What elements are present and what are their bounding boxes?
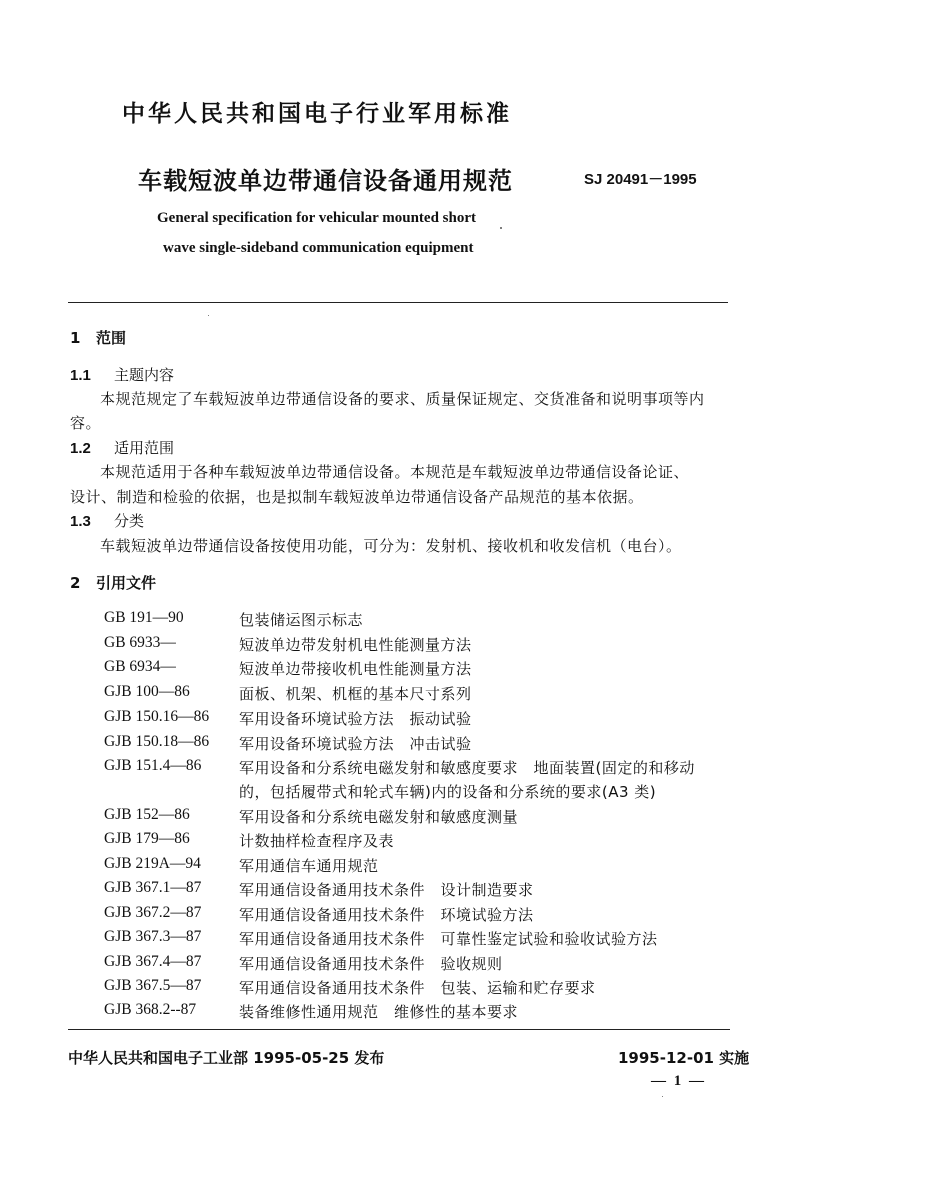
reference-code: GB 6934— (104, 658, 176, 675)
section-title: 分类 (114, 512, 145, 530)
section-title: 引用文件 (96, 574, 157, 592)
reference-title: 军用通信设备通用技术条件 包装、运输和贮存要求 (239, 979, 596, 997)
reference-code: GJB 150.18—86 (104, 733, 210, 750)
section-1-3-heading (70, 510, 144, 531)
scan-speck (662, 1096, 663, 1097)
section-1-2-heading (70, 437, 174, 458)
document-title-en-line1: General specification for vehicular mounted short (157, 210, 476, 226)
reference-title: 军用通信设备通用技术条件 设计制造要求 (239, 881, 534, 899)
reference-code: GB 6933— (104, 634, 176, 651)
header-divider (68, 302, 728, 303)
scan-speck (208, 315, 209, 316)
document-title-en-line2: wave single-sideband communication equipment (163, 240, 474, 256)
reference-code: GJB 367.1—87 (104, 879, 202, 896)
reference-code: GJB 150.16—86 (104, 708, 210, 725)
reference-title: 军用通信设备通用技术条件 验收规则 (239, 955, 503, 973)
reference-code: GJB 367.3—87 (104, 928, 202, 945)
section-number: 2 (70, 574, 81, 592)
section-number: 1.2 (70, 440, 91, 457)
reference-title: 计数抽样检查程序及表 (239, 832, 395, 850)
reference-code: GJB 367.5—87 (104, 977, 202, 994)
standard-number: SJ 20491－1995 (584, 171, 697, 188)
section-number: 1.1 (70, 367, 91, 384)
reference-title: 装备维修性通用规范 维修性的基本要求 (239, 1003, 519, 1021)
effective-date: 1995-12-01 实施 (618, 1049, 750, 1067)
footer-divider (68, 1029, 730, 1030)
reference-code: GJB 367.2—87 (104, 904, 202, 921)
reference-title: 面板、机架、机框的基本尺寸系列 (239, 685, 472, 703)
section-title: 范围 (96, 329, 127, 347)
reference-title: 军用设备和分系统电磁发射和敏感度要求 地面装置(固定的和移动 (239, 759, 695, 777)
issuer-date: 中华人民共和国电子工业部 1995-05-25 发布 (68, 1049, 385, 1067)
section-2-heading (70, 572, 156, 593)
reference-title: 短波单边带接收机电性能测量方法 (239, 660, 472, 678)
document-title-cn: 车载短波单边带通信设备通用规范 (138, 167, 513, 195)
reference-title: 军用通信设备通用技术条件 可靠性鉴定试验和验收试验方法 (239, 930, 658, 948)
reference-code: GJB 219A—94 (104, 855, 201, 872)
section-title: 主题内容 (114, 366, 175, 384)
section-1-heading (70, 327, 126, 348)
reference-title: 军用通信车通用规范 (239, 857, 379, 875)
reference-title: 军用设备环境试验方法 振动试验 (239, 710, 472, 728)
reference-code: GJB 368.2--87 (104, 1001, 197, 1018)
reference-title: 军用设备环境试验方法 冲击试验 (239, 735, 472, 753)
paragraph-line: 容。 (70, 414, 102, 432)
reference-title: 军用设备和分系统电磁发射和敏感度测量 (239, 808, 519, 826)
paragraph-line: 本规范适用于各种车载短波单边带通信设备。本规范是车载短波单边带通信设备论证、 (100, 463, 690, 481)
reference-title: 军用通信设备通用技术条件 环境试验方法 (239, 906, 534, 924)
reference-title-continued: 的，包括履带式和轮式车辆)内的设备和分系统的要求(A3 类) (239, 783, 657, 801)
reference-title: 包装储运图示标志 (239, 611, 364, 629)
reference-code: GJB 179—86 (104, 830, 190, 847)
reference-title: 短波单边带发射机电性能测量方法 (239, 636, 472, 654)
section-number: 1 (70, 329, 81, 347)
page-number: — 1 — (651, 1073, 706, 1089)
reference-code: GJB 152—86 (104, 806, 190, 823)
reference-code: GJB 151.4—86 (104, 757, 202, 774)
section-number: 1.3 (70, 513, 91, 530)
paragraph-line: 车载短波单边带通信设备按使用功能，可分为：发射机、接收机和收发信机（电台）。 (100, 537, 682, 555)
scan-speck (500, 227, 502, 229)
reference-code: GB 191—90 (104, 609, 184, 626)
section-title: 适用范围 (114, 439, 175, 457)
reference-code: GJB 367.4—87 (104, 953, 202, 970)
section-1-1-heading (70, 364, 174, 385)
standard-category-title: 中华人民共和国电子行业军用标准 (122, 101, 512, 127)
paragraph-line: 本规范规定了车载短波单边带通信设备的要求、质量保证规定、交货准备和说明事项等内 (100, 390, 705, 408)
reference-code: GJB 100—86 (104, 683, 190, 700)
paragraph-line: 设计、制造和检验的依据，也是拟制车载短波单边带通信设备产品规范的基本依据。 (70, 488, 644, 506)
